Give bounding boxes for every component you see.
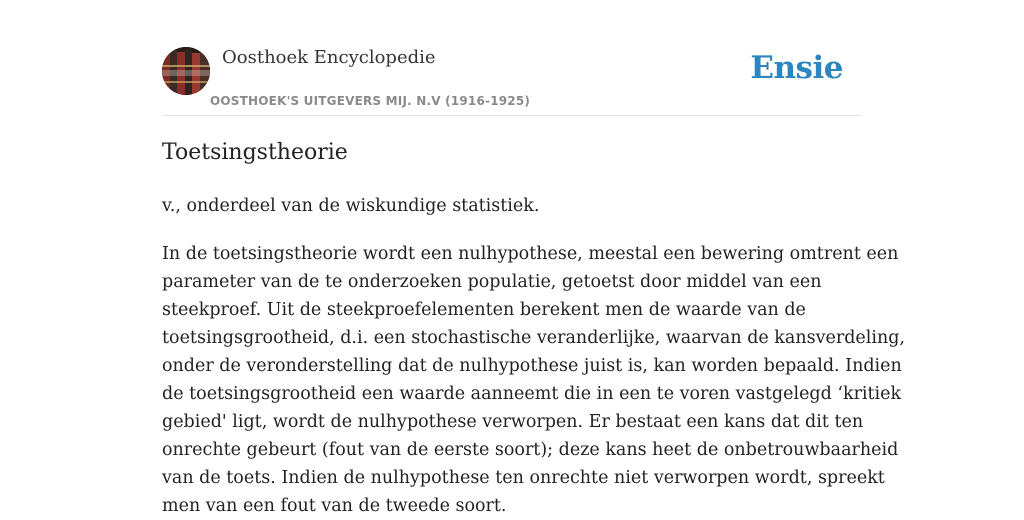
body-line: gebied' ligt, wordt de nulhypothese verworpen. Er bestaat een kans dat dit ten [162, 412, 864, 432]
source-title[interactable]: Oosthoek Encyclopedie [222, 47, 436, 68]
page [162, 0, 905, 516]
body-line: steekproef. Uit de steekproefelementen berekent men de waarde van de [162, 300, 806, 320]
body-line: men van een fout van de tweede soort. [162, 496, 507, 516]
body-line: parameter van de te onderzoeken populatie, getoetst door middel van een [162, 272, 822, 292]
body-line: onrechte gebeurt (fout van de eerste soort); deze kans heet de onbetrouwbaarheid [162, 440, 899, 460]
source-avatar[interactable] [162, 47, 210, 95]
ensie-logo-link[interactable]: Ensie [750, 50, 843, 86]
body-line: de toetsingsgrootheid een waarde aanneemt die in een te voren vastgelegd ‘kritiek [162, 384, 902, 404]
entry-body [162, 240, 905, 520]
source-header [162, 0, 862, 116]
body-line: onder de veronderstelling dat de nulhypothese juist is, kan worden bepaald. Indien [162, 356, 902, 376]
source-subtitle: OOSTHOEK'S UITGEVERS MIJ. N.V (1916-1925) [210, 94, 531, 108]
body-line: In de toetsingstheorie wordt een nulhypothese, meestal een bewering omtrent een [162, 244, 899, 264]
entry-title: Toetsingstheorie [162, 140, 348, 165]
book-spines-icon [162, 47, 210, 95]
body-line: toetsingsgrootheid, d.i. een stochastische veranderlijke, waarvan de kansverdeling, [162, 328, 905, 348]
entry-definition: v., onderdeel van de wiskundige statistiek. [162, 196, 540, 216]
body-line: van de toets. Indien de nulhypothese ten onrechte niet verworpen wordt, spreekt [162, 468, 885, 488]
